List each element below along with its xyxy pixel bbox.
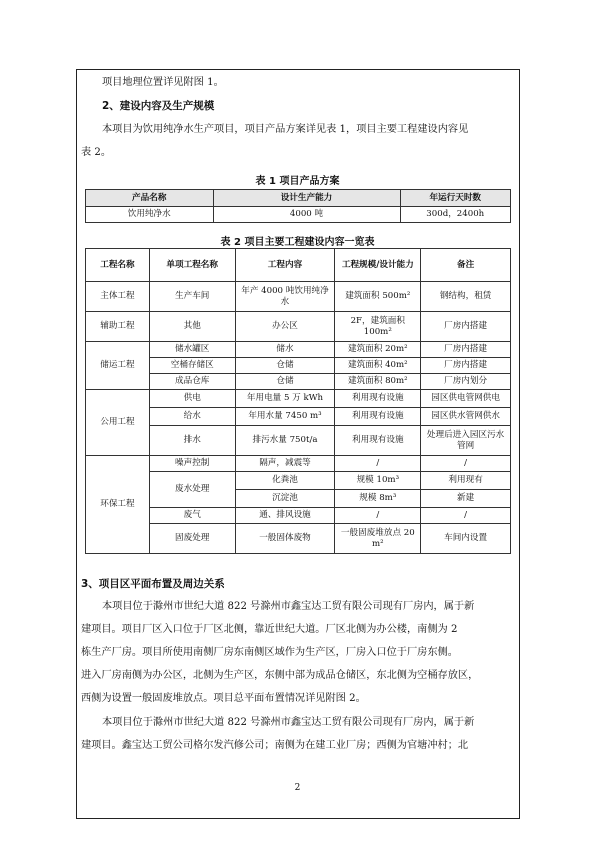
table-cell: / [335, 456, 421, 472]
table-row [86, 472, 511, 490]
table-cell: 废水处理 [149, 472, 235, 508]
table-cell: 建筑面积 500m² [335, 282, 421, 312]
section3-para1-line4: 进入厂房南侧为办公区，北侧为生产区，东侧中部为成品仓储区，东北侧为空桶存放区， [81, 670, 479, 681]
table-cell: 年用水量 7450 m³ [235, 408, 335, 426]
table-cell: 通、排风设施 [235, 508, 335, 524]
table-cell: 废气 [149, 508, 235, 524]
table-cell: 隔声，减震等 [235, 456, 335, 472]
table-row [86, 408, 511, 426]
table-cell: 钢结构，租赁 [421, 282, 511, 312]
section2-para-line1: 本项目为饮用纯净水生产项目，项目产品方案详见表 1，项目主要工程建设内容见 [102, 124, 469, 135]
section3-para2-line1: 本项目位于滁州市世纪大道 822 号滁州市鑫宝达工贸有限公司现有厂房内，属于新 [102, 717, 475, 728]
table-cell: / [335, 508, 421, 524]
table-header: 单项工程名称 [149, 249, 235, 282]
table-cell: 储水罐区 [149, 342, 235, 358]
table-cell: 300d，2400h [400, 207, 511, 223]
table-cell: 建筑面积 80m² [335, 374, 421, 390]
section3-para2-line2: 建项目。鑫宝达工贸公司格尔发汽修公司；南侧为在建工业厂房；西侧为官塘冲村；北 [81, 740, 469, 751]
table-cell: 2F，建筑面积 100m² [335, 312, 421, 342]
section3-para1-line3: 栋生产厂房。项目所使用南侧厂房东南侧区域作为生产区，厂房入口位于厂房东侧。 [81, 647, 458, 658]
table-cell: 仓储 [235, 358, 335, 374]
table-cell: 仓储 [235, 374, 335, 390]
table-cell: 排水 [149, 426, 235, 456]
table-cell: 利用现有设施 [335, 408, 421, 426]
table-cell: 厂房内搭建 [421, 342, 511, 358]
table-cell: / [421, 456, 511, 472]
section2-heading: 2、建设内容及生产规模 [102, 100, 215, 112]
table-row [86, 207, 511, 223]
table-cell: 生产车间 [149, 282, 235, 312]
table-cell: 一般固体废物 [235, 524, 335, 554]
table-cell: 办公区 [235, 312, 335, 342]
table-cell: / [421, 508, 511, 524]
table-header: 工程内容 [235, 249, 335, 282]
table-cell: 规模 10m³ [335, 472, 421, 490]
table-cell: 一般固废堆放点 20 m² [335, 524, 421, 554]
section3-para1-line1: 本项目位于滁州市世纪大道 822 号滁州市鑫宝达工贸有限公司现有厂房内，属于新 [102, 601, 475, 612]
table-cell: 利用现有设施 [335, 390, 421, 408]
table-row [86, 426, 511, 456]
table-cell: 沉淀池 [235, 490, 335, 508]
table-header: 设计生产能力 [213, 190, 400, 207]
section2-para-line2: 表 2。 [81, 147, 112, 158]
page-number: 2 [294, 783, 301, 793]
table-cell: 4000 吨 [213, 207, 400, 223]
table-cell: 厂房内划分 [421, 374, 511, 390]
table-cell: 园区供电管网供电 [421, 390, 511, 408]
table-row [86, 312, 511, 342]
table-row [86, 456, 511, 472]
table-header: 年运行天时数 [400, 190, 511, 207]
table-row [86, 508, 511, 524]
table-cell: 处理后进入园区污水管网 [421, 426, 511, 456]
table-cell: 新建 [421, 490, 511, 508]
table-cell: 成品仓库 [149, 374, 235, 390]
group-cell: 公用工程 [86, 390, 150, 456]
table-cell: 园区供水管网供水 [421, 408, 511, 426]
construction-table [85, 248, 511, 554]
intro-line: 项目地理位置详见附图 1。 [102, 77, 224, 88]
table-cell: 化粪池 [235, 472, 335, 490]
table-cell: 储水 [235, 342, 335, 358]
section3-heading: 3、项目区平面布置及周边关系 [81, 578, 225, 590]
table-cell: 建筑面积 40m² [335, 358, 421, 374]
table2-caption: 表 2 项目主要工程建设内容一览表 [220, 237, 375, 248]
table-cell: 空桶存储区 [149, 358, 235, 374]
table-cell: 利用现有 [421, 472, 511, 490]
table-cell: 建筑面积 20m² [335, 342, 421, 358]
table-cell: 给水 [149, 408, 235, 426]
section3-para1-line5: 西侧为设置一般固废堆放点。项目总平面布置情况详见附图 2。 [81, 693, 366, 704]
table-header: 工程名称 [86, 249, 150, 282]
table-cell: 其他 [149, 312, 235, 342]
table-cell: 供电 [149, 390, 235, 408]
table-cell: 排污水量 750t/a [235, 426, 335, 456]
table-header-row [86, 249, 511, 282]
group-cell: 辅助工程 [86, 312, 150, 342]
table-cell: 饮用纯净水 [86, 207, 214, 223]
table-cell: 年产 4000 吨饮用纯净水 [235, 282, 335, 312]
table-row [86, 282, 511, 312]
table-cell: 利用现有设施 [335, 426, 421, 456]
table-header: 工程规模/设计能力 [335, 249, 421, 282]
section3-para1-line2: 建项目。项目厂区入口位于厂区北侧，靠近世纪大道。厂区北侧为办公楼，南侧为 2 [81, 624, 458, 635]
group-cell: 环保工程 [86, 456, 150, 554]
group-cell: 主体工程 [86, 282, 150, 312]
table-row [86, 524, 511, 554]
table-row [86, 374, 511, 390]
group-cell: 储运工程 [86, 342, 150, 390]
table-cell: 规模 8m³ [335, 490, 421, 508]
table-header: 产品名称 [86, 190, 214, 207]
table-cell: 厂房内搭建 [421, 358, 511, 374]
table-cell: 厂房内搭建 [421, 312, 511, 342]
table-row [86, 358, 511, 374]
table-cell: 固废处理 [149, 524, 235, 554]
table-row [86, 342, 511, 358]
table-row [86, 390, 511, 408]
table-cell: 年用电量 5 万 kWh [235, 390, 335, 408]
table-header-row [86, 190, 511, 207]
table-cell: 车间内设置 [421, 524, 511, 554]
table-header: 备注 [421, 249, 511, 282]
table1-caption: 表 1 项目产品方案 [255, 176, 340, 187]
table-cell: 噪声控制 [149, 456, 235, 472]
product-table [85, 189, 511, 223]
